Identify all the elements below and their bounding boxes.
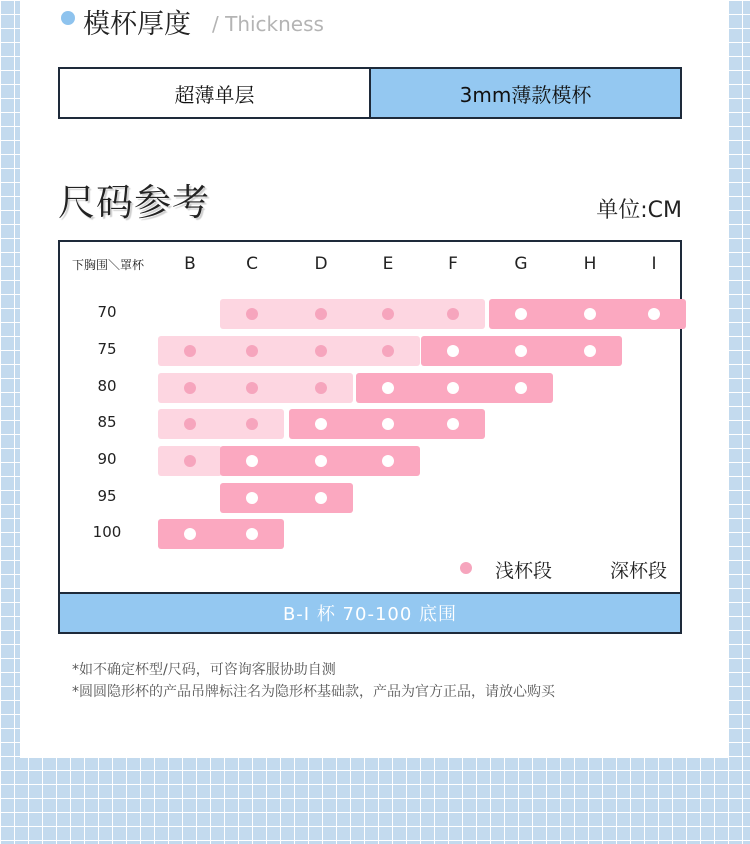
deep-dot-95-c [246, 492, 258, 504]
legend-shallow-label: 浅杯段 [495, 560, 553, 582]
deep-dot-90-c [246, 455, 258, 467]
deep-dot-70-i [648, 308, 660, 320]
deep-dot-70-h [584, 308, 596, 320]
band-label-100: 100 [92, 523, 122, 541]
shallow-dot-70-c [246, 308, 258, 320]
deep-dot-85-f [447, 418, 459, 430]
deep-dot-90-d [315, 455, 327, 467]
shallow-dot-80-b [184, 382, 196, 394]
deep-dot-75-f [447, 345, 459, 357]
deep-dot-75-g [515, 345, 527, 357]
deep-dot-85-d [315, 418, 327, 430]
band-label-75: 75 [97, 340, 117, 358]
deep-dot-75-h [584, 345, 596, 357]
deep-dot-80-g [515, 382, 527, 394]
thickness-option-3mm: 3mm薄款模杯 [369, 69, 680, 117]
cup-header-h: H [583, 254, 597, 274]
band-label-90: 90 [97, 450, 117, 468]
legend-deep-swatch [562, 558, 604, 578]
legend-shallow-swatch [445, 558, 487, 578]
shallow-cup-range-85 [158, 409, 284, 439]
shallow-dot-75-c [246, 345, 258, 357]
size-chart-unit: 单位:CM [596, 198, 682, 223]
cup-header-b: B [184, 254, 196, 274]
deep-cup-range-95 [220, 483, 353, 513]
shallow-dot-75-d [315, 345, 327, 357]
thickness-options [58, 67, 682, 119]
note-line-2: *圆圆隐形杯的产品吊牌标注名为隐形杯基础款，产品为官方正品，请放心购买 [72, 684, 555, 700]
legend-shallow-dot-icon [460, 562, 472, 574]
section-bullet-icon [61, 11, 75, 25]
shallow-cup-range-75 [158, 336, 420, 366]
shallow-dot-80-c [246, 382, 258, 394]
size-chart-table [58, 240, 682, 634]
deep-dot-85-e [382, 418, 394, 430]
corner-label: 下胸围＼罩杯 [72, 258, 145, 272]
thickness-title: 模杯厚度 [83, 9, 191, 40]
band-label-95: 95 [97, 487, 117, 505]
band-label-85: 85 [97, 413, 117, 431]
cup-header-d: D [314, 254, 328, 274]
legend-deep-label: 深杯段 [610, 560, 668, 582]
size-range-footer: B-I 杯 70-100 底围 [60, 592, 680, 632]
cup-header-i: I [651, 254, 657, 274]
deep-dot-100-b [184, 528, 196, 540]
cup-header-f: F [448, 254, 458, 274]
deep-dot-90-e [382, 455, 394, 467]
shallow-dot-85-b [184, 418, 196, 430]
deep-dot-70-g [515, 308, 527, 320]
note-line-1: *如不确定杯型/尺码，可咨询客服协助自测 [72, 662, 336, 678]
size-chart-title: 尺码参考 [58, 181, 210, 224]
shallow-dot-80-d [315, 382, 327, 394]
deep-dot-100-c [246, 528, 258, 540]
band-label-80: 80 [97, 377, 117, 395]
shallow-dot-70-f [447, 308, 459, 320]
shallow-cup-range-70 [220, 299, 485, 329]
shallow-dot-85-c [246, 418, 258, 430]
band-label-70: 70 [97, 303, 117, 321]
thickness-subtitle: / Thickness [212, 12, 324, 36]
shallow-dot-75-b [184, 345, 196, 357]
shallow-dot-70-e [382, 308, 394, 320]
cup-header-g: G [514, 254, 528, 274]
thickness-option-ultrathin: 超薄单层 [174, 82, 255, 107]
shallow-dot-75-e [382, 345, 394, 357]
cup-header-c: C [246, 254, 258, 274]
deep-dot-95-d [315, 492, 327, 504]
deep-cup-range-100 [158, 519, 284, 549]
shallow-dot-90-b [184, 455, 196, 467]
legend-deep-dot-icon [577, 562, 589, 574]
deep-dot-80-f [447, 382, 459, 394]
cup-header-e: E [382, 254, 394, 274]
deep-dot-80-e [382, 382, 394, 394]
shallow-dot-70-d [315, 308, 327, 320]
